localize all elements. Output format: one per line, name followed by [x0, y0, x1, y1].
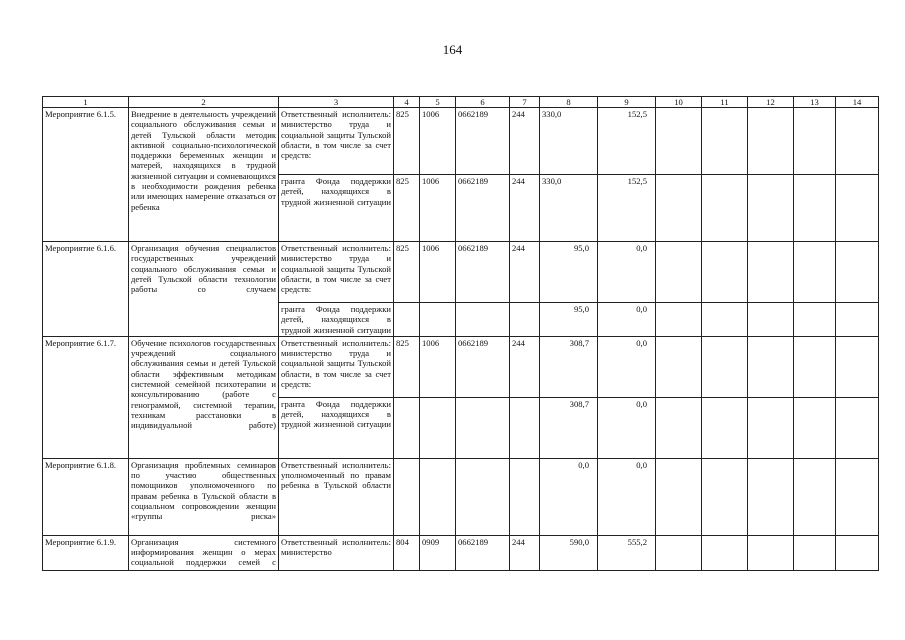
cell-col14	[836, 336, 879, 397]
cell-col13	[794, 535, 836, 570]
cell-col12	[748, 397, 794, 458]
executor-cell: гранта Фонда поддержки детей, находящихся в трудной жизненной ситуации	[279, 397, 394, 458]
cell-col11	[702, 458, 748, 535]
cell-col8: 590,0	[540, 535, 598, 570]
cell-col11	[702, 397, 748, 458]
cell-col8: 330,0	[540, 108, 598, 175]
cell-col6: 0662189	[456, 336, 510, 397]
cell-col12	[748, 303, 794, 337]
cell-col12	[748, 336, 794, 397]
cell-col13	[794, 336, 836, 397]
header-cell: 14	[836, 97, 879, 108]
cell-col8: 308,7	[540, 336, 598, 397]
header-cell: 2	[129, 97, 279, 108]
cell-col5: 0909	[420, 535, 456, 570]
cell-col10	[656, 458, 702, 535]
cell-col9: 152,5	[598, 175, 656, 242]
cell-col9: 0,0	[598, 242, 656, 303]
cell-col13	[794, 303, 836, 337]
table-row	[43, 458, 879, 535]
cell-col4	[394, 397, 420, 458]
executor-cell: Ответственный исполнитель: министерство труда и социальной защиты Тульской области, в том числе за счет средств:	[279, 336, 394, 397]
header-cell: 12	[748, 97, 794, 108]
cell-col11	[702, 336, 748, 397]
cell-col4	[394, 458, 420, 535]
cell-col4	[394, 303, 420, 337]
cell-col11	[702, 303, 748, 337]
cell-col14	[836, 397, 879, 458]
cell-col5: 1006	[420, 175, 456, 242]
cell-col10	[656, 175, 702, 242]
event-cell: Мероприятие 6.1.8.	[43, 458, 129, 535]
cell-col4: 825	[394, 175, 420, 242]
cell-col8: 0,0	[540, 458, 598, 535]
cell-col11	[702, 108, 748, 175]
cell-col4: 804	[394, 535, 420, 570]
executor-cell: Ответственный исполнитель: министерство труда и социальной защиты Тульской области, в том числе за счет средств:	[279, 108, 394, 175]
cell-col10	[656, 242, 702, 303]
cell-col14	[836, 242, 879, 303]
cell-col13	[794, 175, 836, 242]
cell-col11	[702, 175, 748, 242]
cell-col8: 330,0	[540, 175, 598, 242]
event-cell: Мероприятие 6.1.9.	[43, 535, 129, 570]
header-cell: 4	[394, 97, 420, 108]
cell-col14	[836, 458, 879, 535]
cell-col12	[748, 535, 794, 570]
header-cell: 9	[598, 97, 656, 108]
cell-col7: 244	[510, 175, 540, 242]
cell-col9: 0,0	[598, 397, 656, 458]
event-cell: Мероприятие 6.1.5.	[43, 108, 129, 242]
table-row	[43, 242, 879, 303]
cell-col7: 244	[510, 535, 540, 570]
cell-col10	[656, 303, 702, 337]
header-cell: 13	[794, 97, 836, 108]
cell-col4: 825	[394, 336, 420, 397]
description-cell: Организация системного информирования женщин о мерах социальной поддержки семей с	[129, 535, 279, 570]
cell-col12	[748, 458, 794, 535]
executor-cell: гранта Фонда поддержки детей, находящихся в трудной жизненной ситуации	[279, 303, 394, 337]
cell-col6	[456, 397, 510, 458]
cell-col9: 152,5	[598, 108, 656, 175]
executor-cell: Ответственный исполнитель: министерство	[279, 535, 394, 570]
cell-col6	[456, 303, 510, 337]
event-cell: Мероприятие 6.1.6.	[43, 242, 129, 337]
description-cell: Организация проблемных семинаров по участию общественных помощников уполномоченного по правам ребенка в Тульской области в социальном сопровождении женщин «группы риска»	[129, 458, 279, 535]
cell-col14	[836, 303, 879, 337]
cell-col10	[656, 535, 702, 570]
cell-col6	[456, 458, 510, 535]
table-row	[43, 535, 879, 570]
cell-col8: 95,0	[540, 242, 598, 303]
cell-col14	[836, 108, 879, 175]
cell-col9: 555,2	[598, 535, 656, 570]
cell-col7: 244	[510, 336, 540, 397]
description-cell: Обучение психологов государственных учреждений социального обслуживания семьи и детей Тульской области эффективным методикам системной семейной психотерапии и консультированию (работе с генограммой, системной терапии, техникам расстановки в индивидуальной работе)	[129, 336, 279, 458]
cell-col7	[510, 303, 540, 337]
cell-col5: 1006	[420, 242, 456, 303]
cell-col12	[748, 242, 794, 303]
cell-col5	[420, 397, 456, 458]
executor-cell: Ответственный исполнитель: министерство труда и социальной защиты Тульской области, в том числе за счет средств:	[279, 242, 394, 303]
cell-col7: 244	[510, 242, 540, 303]
description-cell: Организация обучения специалистов государственных учреждений социального обслуживания семьи и детей Тульской области технологии работы со случаем	[129, 242, 279, 337]
cell-col9: 0,0	[598, 303, 656, 337]
header-cell: 8	[540, 97, 598, 108]
description-cell: Внедрение в деятельность учреждений социального обслуживания семьи и детей Тульской области методик активной социально-психологической поддержки беременных женщин и матерей, находящихся в трудной жизненной ситуации и сомневающихся в необходимости рождения ребенка или имеющих намерение отказаться от ребенка	[129, 108, 279, 242]
header-cell: 7	[510, 97, 540, 108]
cell-col13	[794, 458, 836, 535]
cell-col10	[656, 397, 702, 458]
cell-col13	[794, 108, 836, 175]
cell-col10	[656, 108, 702, 175]
header-cell: 1	[43, 97, 129, 108]
cell-col11	[702, 535, 748, 570]
header-cell: 11	[702, 97, 748, 108]
cell-col5: 1006	[420, 108, 456, 175]
cell-col9: 0,0	[598, 336, 656, 397]
table-row	[43, 108, 879, 175]
cell-col8: 308,7	[540, 397, 598, 458]
executor-cell: гранта Фонда поддержки детей, находящихся в трудной жизненной ситуации	[279, 175, 394, 242]
table-row	[43, 336, 879, 397]
cell-col9: 0,0	[598, 458, 656, 535]
cell-col12	[748, 175, 794, 242]
cell-col10	[656, 336, 702, 397]
cell-col4: 825	[394, 242, 420, 303]
event-cell: Мероприятие 6.1.7.	[43, 336, 129, 458]
cell-col7: 244	[510, 108, 540, 175]
cell-col7	[510, 397, 540, 458]
header-cell: 5	[420, 97, 456, 108]
cell-col6: 0662189	[456, 108, 510, 175]
cell-col5	[420, 458, 456, 535]
cell-col8: 95,0	[540, 303, 598, 337]
cell-col13	[794, 397, 836, 458]
cell-col11	[702, 242, 748, 303]
header-cell: 3	[279, 97, 394, 108]
cell-col5: 1006	[420, 336, 456, 397]
cell-col13	[794, 242, 836, 303]
cell-col6: 0662189	[456, 535, 510, 570]
executor-cell: Ответственный исполнитель: уполномоченный по правам ребенка в Тульской области	[279, 458, 394, 535]
cell-col14	[836, 535, 879, 570]
page-number: 164	[442, 42, 463, 57]
cell-col14	[836, 175, 879, 242]
cell-col7	[510, 458, 540, 535]
header-row	[43, 97, 879, 108]
header-cell: 6	[456, 97, 510, 108]
cell-col6: 0662189	[456, 242, 510, 303]
cell-col5	[420, 303, 456, 337]
header-cell: 10	[656, 97, 702, 108]
budget-table	[42, 96, 879, 571]
cell-col6: 0662189	[456, 175, 510, 242]
cell-col12	[748, 108, 794, 175]
cell-col4: 825	[394, 108, 420, 175]
